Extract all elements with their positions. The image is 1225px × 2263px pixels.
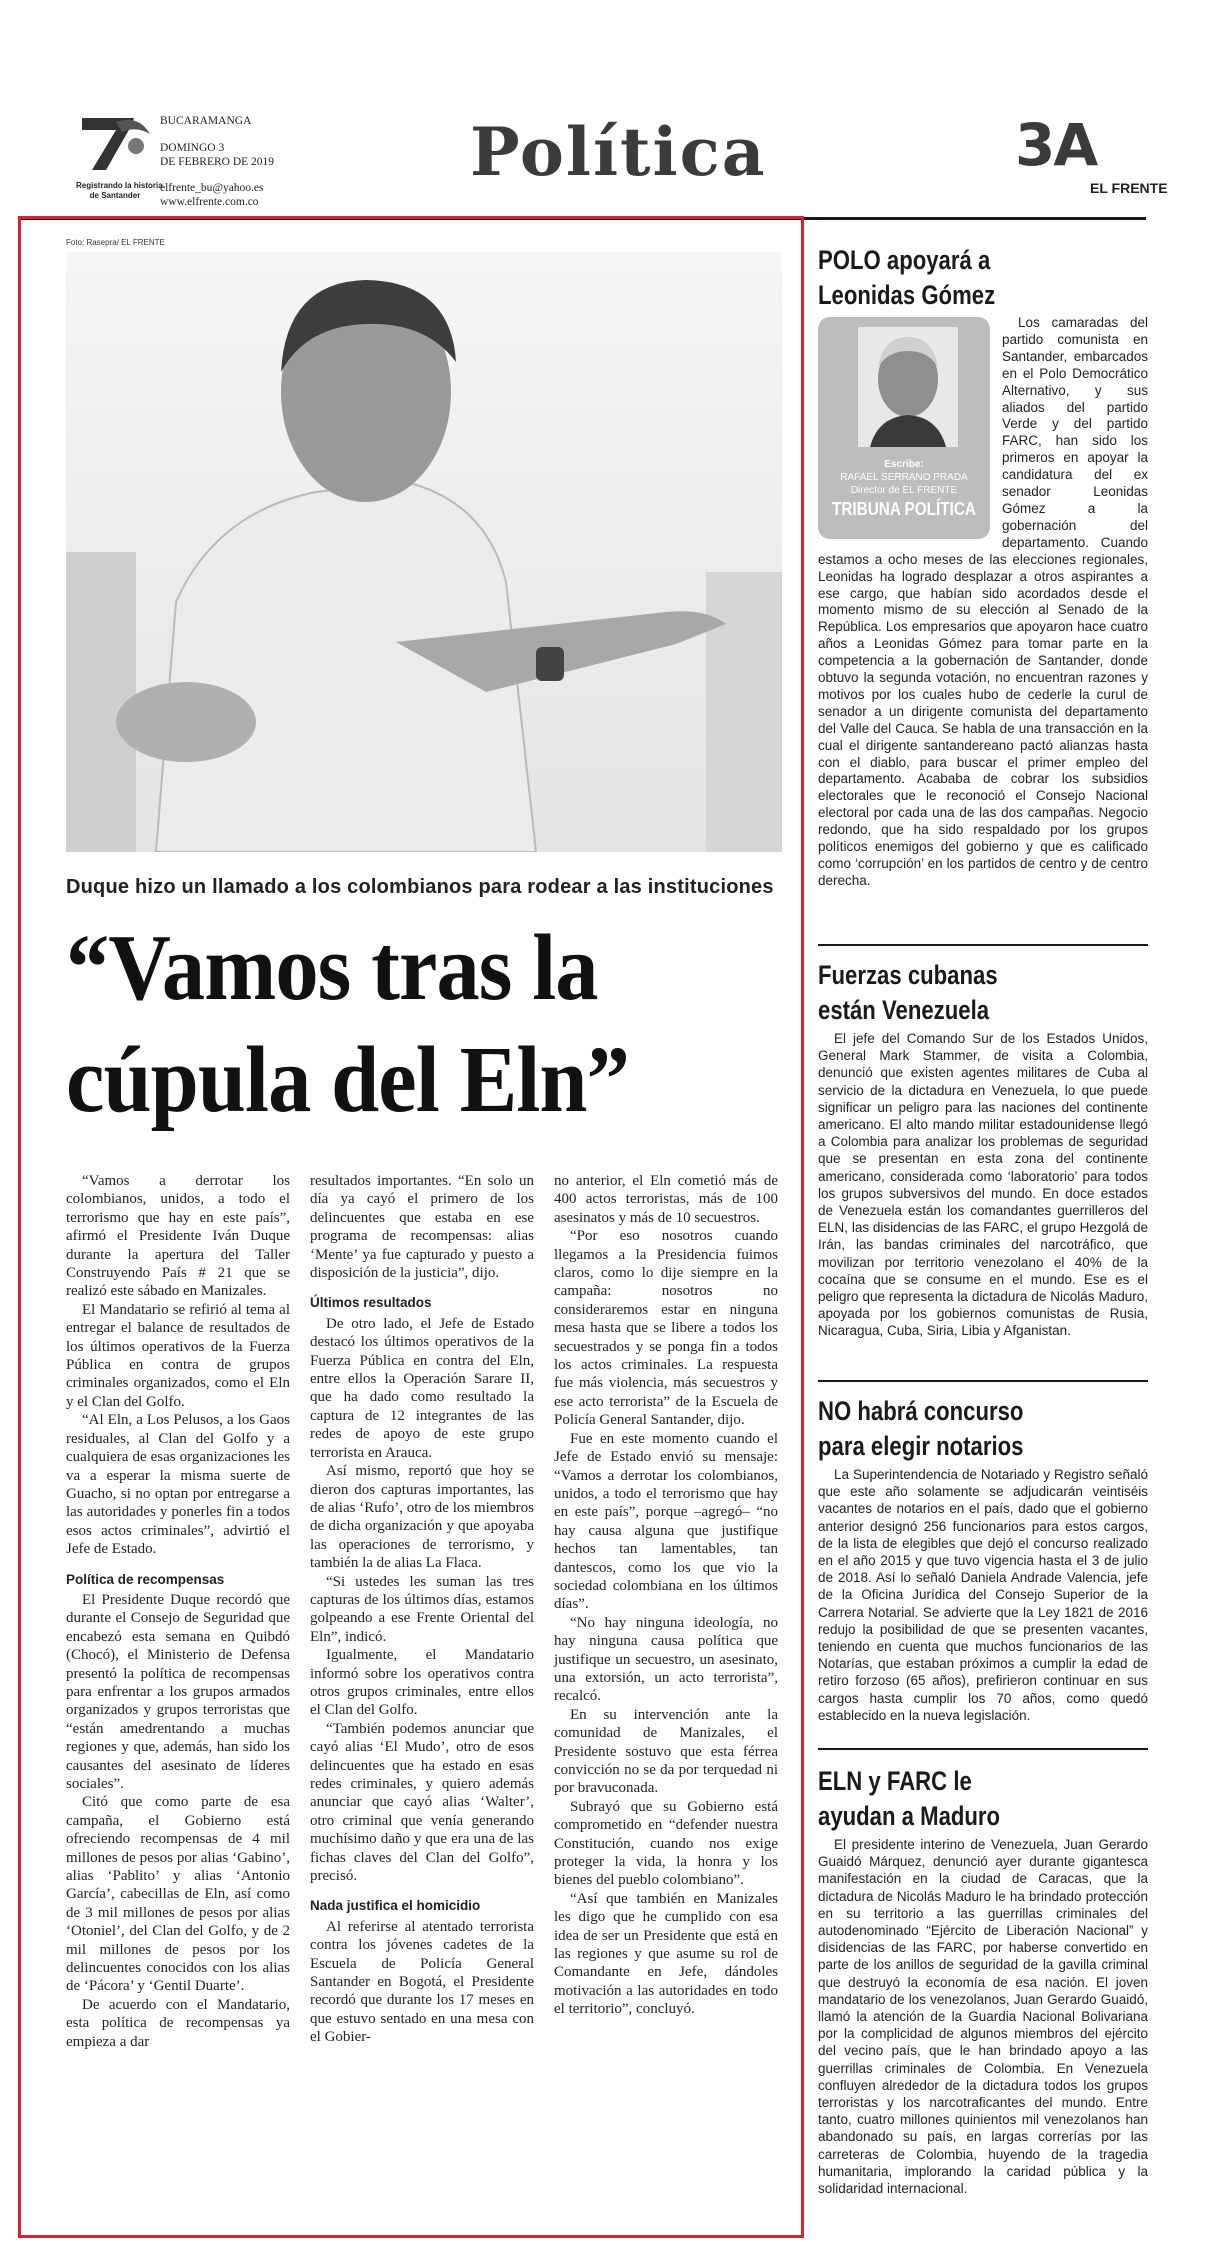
speaker-photo-icon [66, 252, 782, 852]
cuba-title-1: Fuerzas cubanas [818, 960, 998, 990]
columnist-box [818, 317, 990, 539]
story-column-2 [310, 1172, 534, 2047]
story-kicker: Duque hizo un llamado a los colombianos para rodear a las instituciones [66, 876, 774, 898]
masthead-date-2: DE FEBRERO DE 2019 [160, 156, 275, 168]
photo-credit: Foto: Rasepra/ EL FRENTE [66, 238, 165, 247]
page-number: 3A [1015, 111, 1097, 179]
headline-line-1: “Vamos tras la [66, 916, 598, 1020]
notarios-title-1: NO habrá concurso [818, 1396, 1024, 1426]
sidebar-divider [818, 1748, 1148, 1750]
headline-line-2: cúpula del Eln” [66, 1028, 629, 1132]
paragraph: “No hay ninguna ideología, no hay ninguna causa política que justifique un secuestro, un asesinato, una extorsión, un acto terrorista”, recalcó. [554, 1614, 778, 1705]
brand-name: EL FRENTE [1090, 180, 1168, 196]
sidebar-divider [818, 1380, 1148, 1382]
story-column-1 [66, 1172, 290, 2051]
sidebar-cuba-article [818, 958, 1148, 1340]
paragraph: no anterior, el Eln cometió más de 400 actos terroristas, más de 100 asesinatos y más de 10 secuestros. [554, 1173, 778, 1226]
paragraph: En su intervención ante la comunidad de Manizales, el Presidente sostuvo que esta férrea convicción no se da por terquedad ni por bravuconada. [554, 1706, 778, 1797]
paragraph: El Mandatario se refirió al tema al entregar el balance de resultados de los últimos operativos de la Fuerza Pública en contra de grupos criminales organizados, como el Eln y el Clan del Golfo. [66, 1301, 290, 1410]
sidebar-polo-article [818, 243, 1148, 890]
paragraph: “Vamos a derrotar los colombianos, unidos, a todo el terrorismo que hay en este país”, afirmó el Presidente Iván Duque durante la apertura del Taller Construyendo País # 21 que se realizó este sábado en Manizales. [66, 1173, 290, 1300]
subheading: Política de recompensas [66, 1571, 225, 1587]
paragraph: Al referirse al atentado terrorista contra los jóvenes cadetes de la Escuela de Policía General Santander en Bogotá, el Presidente recordó que durante los 17 meses en que estuvo sentado en una mesa con el Gobier- [310, 1918, 534, 2046]
subheading: Últimos resultados [310, 1295, 432, 1311]
column-name: TRIBUNA POLÍTICA [832, 499, 976, 519]
logo-seven-emblem-icon [76, 112, 154, 176]
sidebar-notarios-article [818, 1394, 1148, 1724]
columnist-portrait-icon [858, 327, 958, 447]
paragraph: “Si ustedes les suman las tres capturas de los últimos días, estamos golpeando a ese Frente Oriental del Eln”, indicó. [310, 1573, 534, 1645]
logo-tagline-2: de Santander [89, 191, 141, 200]
paragraph: El Presidente Duque recordó que durante el Consejo de Seguridad que encabezó esta semana en Quibdó (Chocó), el Ministerio de Defensa presentó la política de recompensas para enfrentar a los grupos armados organizados y grupos terroristas que “están amedrentando a muchas regiones y que, además, han sido los causantes del asesinato de líderes sociales”. [66, 1591, 290, 1792]
story-column-3 [554, 1172, 778, 2019]
paragraph: Así mismo, reportó que hoy se dieron dos capturas importantes, las de alias ‘Rufo’, otro de los miembros de dicha organización y que apoyaba las operaciones de terrorismo, y también la de alias La Flaca. [310, 1463, 534, 1572]
eln-farc-body: El presidente interino de Venezuela, Juan Gerardo Guaidó Márquez, denunció ayer durante gigantesca manifestación en la ciudad de Caracas, que la dictadura de Nicolás Maduro le ha brindado protección en su territorio a las guerrillas criminales del autodenominado “Ejército de Liberación Nacional” y disidencias de las FARC, por haberse convertido en parte de los anillos de seguridad de la gavilla criminal que destruyó la economía de esa nación. El joven mandatario de los venezolanos, Juan Gerardo Guaidó, llamó la atención de la Guardia Nacional Bolivariana por la complicidad de algunos miembros del ejército del vecino país, que le han brindado apoyo a las guerrillas criminales de Colombia. En Venezuela confluyen alrededor de la dictadura todos los grupos terroristas y los narcotraficantes del mundo. Entre tanto, cuatro millones quinientos mil venezolanos han abandonado su país, en largas correrías por las carreteras de Colombia, huyendo de la tragedia humanitaria, implorando la caridad pública y la solidaridad internacional. [818, 1837, 1148, 2197]
notarios-body: La Superintendencia de Notariado y Registro señaló que este año solamente se adjudicarán veintiséis vacantes de notarios en el país, dado que el gobierno anterior designó 256 funcionarios para estos cargos, de la lista de elegibles que dejó el concurso realizado en el año 2015 y que tuvo vigencia hasta el 3 de julio de 2018. Así lo señaló Daniela Andrade Valencia, jefe de la Oficina Jurídica del Consejo Superior de la Carrera Notarial. Se advierte que la Ley 1821 de 2016 redujo la posibilidad de que se presenten vacantes, teniendo en cuenta que muchos funcionarios de las Notarías, que estaban próximos a cumplir la edad de retiro forzoso (65 años), prefirieron continuar en sus cargos hasta cumplir los 70 años, como quedó establecido en la nueva legislación. [818, 1467, 1148, 1723]
columnist-writes: Escribe: [884, 459, 924, 470]
paragraph: De acuerdo con el Mandatario, esta política de recompensas ya empieza a dar [66, 1996, 290, 2050]
paragraph: resultados importantes. “En solo un día ya cayó el primero de los delincuentes que estaba en ese programa de recompensas: alias ‘Mente’ ya fue capturado y puesto a disposición de la justicia”, dijo. [310, 1173, 534, 1282]
polo-title-2: Leonidas Gómez [818, 280, 996, 310]
notarios-title-2: para elegir notarios [818, 1431, 1024, 1461]
masthead-date-1: DOMINGO 3 [160, 142, 225, 154]
eln-farc-title-2: ayudan a Maduro [818, 1801, 1001, 1831]
eln-farc-title-1: ELN y FARC le [818, 1766, 972, 1796]
sidebar-divider [818, 944, 1148, 946]
columnist-role: Director de EL FRENTE [850, 485, 958, 496]
masthead-city: BUCARAMANGA [160, 115, 252, 127]
subheading: Nada justifica el homicidio [310, 1898, 481, 1914]
cuba-title-2: están Venezuela [818, 995, 990, 1025]
paragraph: Citó que como parte de esa campaña, el Gobierno está ofreciendo recompensas de 4 mil millones de pesos por alias ‘Gabino’, alias ‘Pablito’ y alias ‘Antonio García’, cabecillas de Eln, así como de 3 mil millones de pesos por alias ‘Otoniel’, del Clan del Golfo, y de 2 mil millones de pesos por los delincuentes conocidos con los alias de ‘Pácora’ y ‘Gentil Duarte’. [66, 1794, 290, 1995]
paragraph: “Por eso nosotros cuando llegamos a la Presidencia fuimos claros, como lo dije siempre en la campaña: nosotros no consideraremos estar en ninguna mesa hasta que se libere a todos los secuestrados y se ponga fin a todos los actos criminales. La respuesta fue más violencia, más secuestros y ese acto terrorista” de la Escuela de Policía General Santander, dijo. [554, 1228, 778, 1429]
cuba-body: El jefe del Comando Sur de los Estados Unidos, General Mark Stammer, de visita a Colombia, denunció que existen agentes militares de Cuba al servicio de la dictadura en Venezuela, lo que puede significar un peligro para las naciones del continente americano. El alto mando militar estadounidense llegó a Colombia para analizar los problemas de seguridad que se presentan en esta zona del continente americano, considerada como ‘laboratorio’ para todos los grupos subversivos del mundo. En doce estados de Venezuela están los comandantes guerrilleros del ELN, las disidencias de las FARC, el grupo Hezgolá de Irán, las bandas criminales del narcotráfico, que movilizan por territorio venezolano el 40% de la cocaína que se consume en el mundo. Ese es el peligro que representa la dictadura de Nicolás Maduro, apoyada por los gobiernos comunistas de Rusia, Nicaragua, Cuba, Siria, Libia y Afganistan. [818, 1031, 1148, 1339]
logo-tagline-1: Registrando la historia [76, 181, 163, 190]
paragraph: Fue en este momento cuando el Jefe de Estado envió su mensaje: “Vamos a derrotar los colombianos, unidos, a todo el terrorismo que hay en este país”, porque –agregó– “no hay causa alguna que justifique hechos tan lamentables, tan dantescos, como los que vio la sociedad colombiana en los últimos días”. [554, 1430, 778, 1613]
columnist-name: RAFAEL SERRANO PRADA [840, 472, 968, 483]
story-photo [66, 252, 782, 852]
paragraph: “Al Eln, a Los Pelusos, a los Gaos residuales, al Clan del Golfo y a cualquiera de esas organizaciones les va a esperar la misma suerte de Guacho, si no optan por entregarse a las autoridades y ponerles fin a todos esos actos criminales”, advirtió el Jefe de Estado. [66, 1412, 290, 1558]
newspaper-logo [76, 112, 163, 202]
story-headline [66, 912, 738, 1136]
polo-title-1: POLO apoyará a [818, 245, 991, 275]
polo-body: Los camaradas del partido comunista en Santander, embarcados en el Polo Democrático Alternativo, y sus aliados del partido Verde y del partido FARC, han sido los primeros en apoyar la candidatura del ex senador Leonidas Gómez a la gobernación del departamento. Cuando estamos a ocho meses de las elecciones regionales, Leonidas ha logrado desplazar a otros aspirantes a ese cargo, que habían sido acordados desde el momento mismo de su elección al Senado de la República. Los empresarios que apoyaron hace cuatro años a Leonidas Gómez para tomar parte en la competencia a la gobernación de Santander, donde obtuvo la segunda votación, no encuentran razones y motivos por los cuales hubo de cederle la curul de senador a un dirigente comunista del departamento del Valle del Cauca. Se habla de una transacción en la cual el dirigente santandereano pactó alianzas hasta con el diablo, para buscar el primer empleo del departamento. Acababa de cobrar los subsidios electorales que le reconoció el Consejo Nacional electoral por cada una de las dos campañas. Negocio redondo, que ha sido respaldado por los grupos políticos enemigos del gobierno y que es calificado como ‘corrupción’ en los partidos de centro y de centro derecha. [818, 315, 1148, 888]
paragraph: Subrayó que su Gobierno está comprometido en “defender nuestra Constitución, cuando nos exige proteger la vida, la honra y los bienes del pueblo colombiano”. [554, 1798, 778, 1889]
section-title: Política [470, 113, 767, 191]
masthead-website[interactable]: www.elfrente.com.co [160, 196, 259, 208]
paragraph: Igualmente, el Mandatario informó sobre los operativos contra otros grupos criminales, entre ellos el Clan del Golfo. [310, 1647, 534, 1719]
paragraph: “Así que también en Manizales les digo que he cumplido con esa idea de ser un Presidente que está en las regiones y que asume su rol de Comandante en Jefe, dándoles motivación a las autoridades en todo el territorio”, concluyó. [554, 1890, 778, 2018]
sidebar-eln-farc-article [818, 1764, 1148, 2197]
paragraph: “También podemos anunciar que cayó alias ‘El Mudo’, otro de esos delincuentes que ha estado en esas redes criminales, y quiero además anunciar que cayó alias ‘Walter’, otro criminal que venía generando muchísimo daño y que era una de las fichas claves del Clan del Golfo”, precisó. [310, 1720, 534, 1885]
paragraph: De otro lado, el Jefe de Estado destacó los últimos operativos de la Fuerza Pública en contra del Eln, entre ellos la Operación Sarare II, que ha dado como resultado la captura de 12 integrantes de las redes de apoyo de este grupo terrorista en Arauca. [310, 1315, 534, 1461]
masthead-email[interactable]: elfrente_bu@yahoo.es [160, 182, 264, 194]
